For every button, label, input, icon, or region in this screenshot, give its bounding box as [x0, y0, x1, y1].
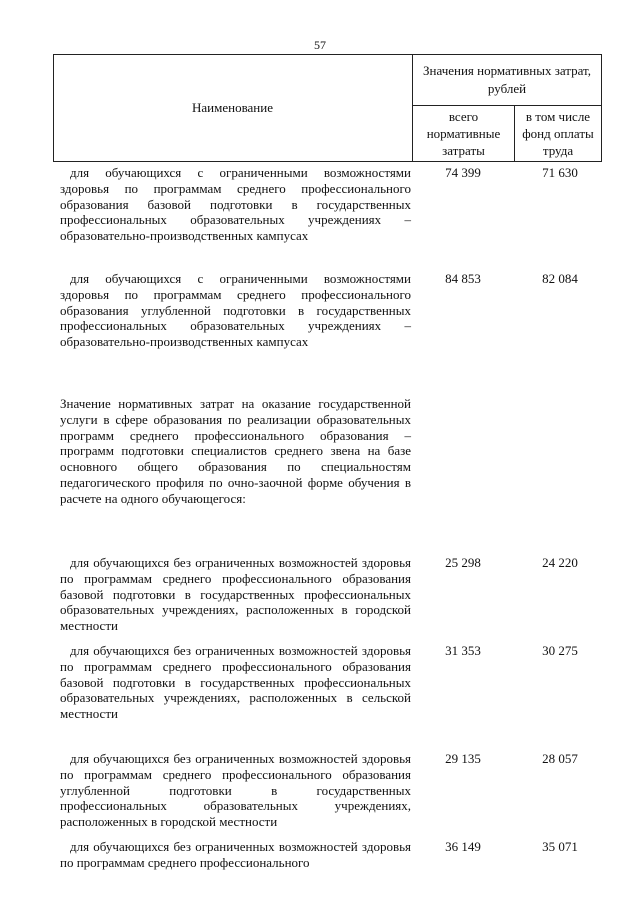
row-name: для обучающихся без ограниченных возможностей здоровья по программам среднего профессионального [60, 839, 411, 870]
row-total: 36 149 [445, 839, 481, 854]
row-total: 29 135 [445, 751, 481, 766]
row-wage: 24 220 [542, 555, 578, 570]
column-header-name: Наименование [192, 100, 273, 115]
row-wage: 71 630 [542, 165, 578, 180]
row-name: для обучающихся с ограниченными возможностями здоровья по программам среднего профессионального образования базовой подготовки в государственных профессиональных образовательных учреждениях – образовательно-производственных кампусах [60, 165, 411, 244]
page-number: 57 [314, 38, 326, 52]
row-wage: 30 275 [542, 643, 578, 658]
table-border-right [601, 54, 602, 162]
row-total: 31 353 [445, 643, 481, 658]
row-name: для обучающихся без ограниченных возможностей здоровья по программам среднего профессионального образования базовой подготовки в государственных профессиональных образовательных учреждениях, расположенных в городской местности [60, 555, 411, 634]
row-total: 25 298 [445, 555, 481, 570]
row-wage: 82 084 [542, 271, 578, 286]
row-name: для обучающихся без ограниченных возможностей здоровья по программам среднего профессионального образования углубленной подготовки в государственных профессиональных образовательных учреждениях, расположенных в городской местности [60, 751, 411, 830]
row-name: для обучающихся без ограниченных возможностей здоровья по программам среднего профессионального образования базовой подготовки в государственных профессиональных образовательных учреждениях, расположенных в сельской местности [60, 643, 411, 722]
row-total: 74 399 [445, 165, 481, 180]
row-wage: 35 071 [542, 839, 578, 854]
column-header-wage: в том числе фонд оплаты труда [522, 109, 594, 158]
row-total: 84 853 [445, 271, 481, 286]
row-wage: 28 057 [542, 751, 578, 766]
table-header [53, 54, 602, 162]
row-name: для обучающихся с ограниченными возможностями здоровья по программам среднего профессионального образования углубленной подготовки в государственных профессиональных образовательных учреждениях – образовательно-производственных кампусах [60, 271, 411, 350]
row-name: Значение нормативных затрат на оказание государственной услуги в сфере образования по реализации образовательных программ среднего профессионального образования – программ подготовки специалистов среднего звена на базе основного общего образования по специальностям педагогического профиля по очно-заочной форме обучения в расчете на одного обучающегося: [60, 396, 411, 506]
column-header-values: Значения нормативных затрат, рублей [422, 63, 592, 96]
column-header-total: всего нормативные затраты [426, 109, 501, 158]
